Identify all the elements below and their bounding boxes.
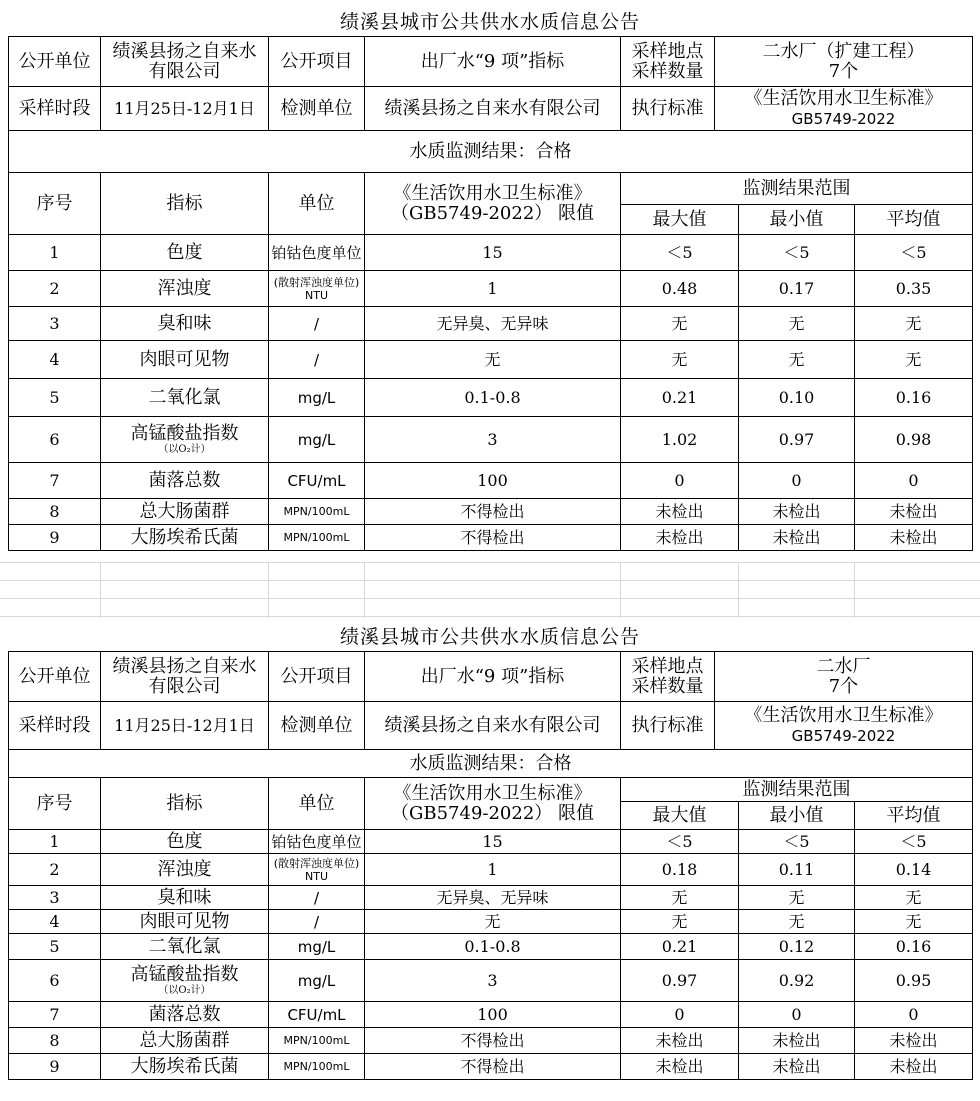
row-min: 未检出 [739, 499, 855, 525]
table-row [9, 1028, 973, 1054]
row-number: 9 [9, 1054, 101, 1080]
indicator-name: 二氧化氯 [148, 935, 221, 957]
row-limit: 无异臭、无异味 [365, 886, 621, 910]
row-avg: 0.14 [855, 854, 973, 886]
lab-label: 检测单位 [269, 702, 365, 750]
row-max: ＜5 [621, 830, 739, 854]
col-header-no: 序号 [9, 778, 101, 830]
row-limit: 1 [365, 854, 621, 886]
row-min: 0.10 [739, 379, 855, 417]
row-unit: (散射浑浊度单位) NTU [269, 854, 365, 886]
indicator-name: 总大肠菌群 [139, 1029, 230, 1051]
row-max: 无 [621, 886, 739, 910]
lab-value: 绩溪县扬之自来水有限公司 [365, 702, 621, 750]
sheet-gridline [364, 562, 365, 618]
item-label: 公开项目 [269, 652, 365, 702]
row-unit: CFU/mL [269, 463, 365, 499]
row-min: 0.17 [739, 271, 855, 307]
row-limit: 15 [365, 830, 621, 854]
period-value: 11月25日-12月1日 [101, 87, 269, 131]
row-indicator [101, 379, 269, 417]
publisher-value: 绩溪县扬之自来水 有限公司 [101, 37, 269, 87]
row-limit: 15 [365, 235, 621, 271]
table-row [9, 525, 973, 551]
row-number: 3 [9, 886, 101, 910]
row-number: 2 [9, 271, 101, 307]
row-max: 0.48 [621, 271, 739, 307]
row-max: 0 [621, 1002, 739, 1028]
table-row [9, 271, 973, 307]
row-max: 未检出 [621, 525, 739, 551]
indicator-name: 二氧化氯 [148, 386, 221, 408]
lab-label: 检测单位 [269, 87, 365, 131]
col-header-max: 最大值 [621, 802, 739, 830]
row-max: 0.97 [621, 960, 739, 1002]
row-indicator [101, 341, 269, 379]
row-unit: mg/L [269, 960, 365, 1002]
row-limit: 无 [365, 341, 621, 379]
lab-value: 绩溪县扬之自来水有限公司 [365, 87, 621, 131]
row-avg: 未检出 [855, 1028, 973, 1054]
row-limit: 不得检出 [365, 1028, 621, 1054]
row-min: ＜5 [739, 830, 855, 854]
row-avg: 0 [855, 463, 973, 499]
sheet-gridline [0, 598, 980, 599]
row-max: 无 [621, 910, 739, 934]
row-min: 0.97 [739, 417, 855, 463]
row-unit: CFU/mL [269, 1002, 365, 1028]
row-limit: 0.1-0.8 [365, 934, 621, 960]
row-min: 0 [739, 1002, 855, 1028]
col-header-range: 监测结果范围 [621, 173, 973, 205]
row-unit: 铂钴色度单位 [269, 235, 365, 271]
row-unit: (散射浑浊度单位) NTU [269, 271, 365, 307]
row-number: 7 [9, 463, 101, 499]
row-max: 未检出 [621, 1054, 739, 1080]
indicator-name: 色度 [166, 830, 203, 852]
row-avg: 0.16 [855, 379, 973, 417]
sheet-gridline [854, 562, 855, 618]
col-header-no: 序号 [9, 173, 101, 235]
indicator-name: 菌落总数 [148, 469, 221, 491]
col-header-range: 监测结果范围 [621, 778, 973, 802]
table-row [9, 379, 973, 417]
sampling-site-value: 二水厂 7个 [715, 652, 973, 702]
row-indicator [101, 910, 269, 934]
indicator-name: 浑浊度 [157, 858, 212, 880]
row-number: 4 [9, 341, 101, 379]
row-indicator [101, 1028, 269, 1054]
sheet-gridline [0, 616, 980, 617]
row-avg: ＜5 [855, 830, 973, 854]
row-limit: 不得检出 [365, 525, 621, 551]
indicator-name: 菌落总数 [148, 1003, 221, 1025]
row-avg: 0.35 [855, 271, 973, 307]
row-indicator [101, 235, 269, 271]
sheet-gridline [100, 562, 101, 618]
period-label: 采样时段 [9, 702, 101, 750]
indicator-name: 浑浊度 [157, 277, 212, 299]
row-min: 未检出 [739, 525, 855, 551]
row-number: 5 [9, 934, 101, 960]
row-number: 1 [9, 235, 101, 271]
row-limit: 不得检出 [365, 499, 621, 525]
indicator-name: 高锰酸盐指数 [130, 422, 239, 444]
row-limit: 1 [365, 271, 621, 307]
col-header-avg: 平均值 [855, 802, 973, 830]
col-header-limit: 《生活饮用水卫生标准》 （GB5749-2022） 限值 [365, 778, 621, 830]
row-avg: 0 [855, 1002, 973, 1028]
publisher-label: 公开单位 [9, 37, 101, 87]
row-max: ＜5 [621, 235, 739, 271]
col-header-min: 最小值 [739, 205, 855, 235]
row-limit: 不得检出 [365, 1054, 621, 1080]
row-indicator [101, 886, 269, 910]
table-row [9, 830, 973, 854]
row-number: 6 [9, 417, 101, 463]
indicator-name: 臭和味 [157, 312, 212, 334]
row-number: 2 [9, 854, 101, 886]
row-number: 5 [9, 379, 101, 417]
row-avg: 无 [855, 307, 973, 341]
row-max: 0.18 [621, 854, 739, 886]
row-max: 0.21 [621, 934, 739, 960]
row-avg: ＜5 [855, 235, 973, 271]
sampling-site-value: 二水厂（扩建工程） 7个 [715, 37, 973, 87]
sheet-gridline [0, 580, 980, 581]
row-unit: / [269, 910, 365, 934]
row-min: 0.11 [739, 854, 855, 886]
standard-value: 《生活饮用水卫生标准》 GB5749-2022 [715, 702, 973, 750]
row-max: 无 [621, 341, 739, 379]
row-indicator [101, 830, 269, 854]
row-unit: mg/L [269, 417, 365, 463]
row-unit: MPN/100mL [269, 525, 365, 551]
table-row [9, 463, 973, 499]
row-avg: 未检出 [855, 499, 973, 525]
row-min: ＜5 [739, 235, 855, 271]
row-avg: 无 [855, 341, 973, 379]
table-row [9, 934, 973, 960]
publisher-label: 公开单位 [9, 652, 101, 702]
item-value: 出厂水“9 项”指标 [365, 37, 621, 87]
standard-value: 《生活饮用水卫生标准》 GB5749-2022 [715, 87, 973, 131]
row-limit: 无 [365, 910, 621, 934]
row-limit: 100 [365, 463, 621, 499]
row-indicator [101, 499, 269, 525]
table-row [9, 910, 973, 934]
indicator-note: （以O₂计） [158, 443, 211, 455]
col-header-indicator: 指标 [101, 173, 269, 235]
row-indicator [101, 1054, 269, 1080]
row-avg: 无 [855, 910, 973, 934]
row-number: 8 [9, 499, 101, 525]
row-min: 0 [739, 463, 855, 499]
sheet-gridline [738, 562, 739, 618]
indicator-name: 大肠埃希氏菌 [130, 1055, 239, 1077]
table-row [9, 417, 973, 463]
row-unit: mg/L [269, 379, 365, 417]
row-indicator [101, 271, 269, 307]
report-title: 绩溪县城市公共供水水质信息公告 [339, 11, 640, 33]
indicator-note: （以O₂计） [158, 984, 211, 996]
col-header-max: 最大值 [621, 205, 739, 235]
sheet-gridline [620, 562, 621, 618]
sheet-gridline [268, 562, 269, 618]
row-min: 无 [739, 886, 855, 910]
table-row [9, 960, 973, 1002]
publisher-value: 绩溪县扬之自来水 有限公司 [101, 652, 269, 702]
item-value: 出厂水“9 项”指标 [365, 652, 621, 702]
row-limit: 0.1-0.8 [365, 379, 621, 417]
period-label: 采样时段 [9, 87, 101, 131]
row-unit: / [269, 341, 365, 379]
row-indicator [101, 1002, 269, 1028]
table-row [9, 886, 973, 910]
col-header-avg: 平均值 [855, 205, 973, 235]
row-unit: mg/L [269, 934, 365, 960]
col-header-unit: 单位 [269, 173, 365, 235]
row-avg: 未检出 [855, 525, 973, 551]
results-table [8, 777, 973, 1080]
row-max: 未检出 [621, 499, 739, 525]
row-limit: 3 [365, 417, 621, 463]
indicator-name: 肉眼可见物 [139, 910, 230, 932]
row-min: 未检出 [739, 1054, 855, 1080]
sheet-gridline [0, 562, 980, 563]
row-indicator [101, 463, 269, 499]
header-table [8, 651, 973, 778]
row-max: 1.02 [621, 417, 739, 463]
row-indicator [101, 934, 269, 960]
indicator-name: 色度 [166, 241, 203, 263]
row-avg: 无 [855, 886, 973, 910]
row-avg: 0.95 [855, 960, 973, 1002]
row-min: 未检出 [739, 1028, 855, 1054]
row-max: 0.21 [621, 379, 739, 417]
col-header-unit: 单位 [269, 778, 365, 830]
table-row [9, 499, 973, 525]
table-row [9, 235, 973, 271]
table-row [9, 341, 973, 379]
row-number: 6 [9, 960, 101, 1002]
standard-label: 执行标准 [621, 702, 715, 750]
table-row [9, 854, 973, 886]
row-max: 无 [621, 307, 739, 341]
indicator-name: 臭和味 [157, 886, 212, 908]
row-unit: MPN/100mL [269, 1028, 365, 1054]
row-unit: MPN/100mL [269, 499, 365, 525]
indicator-name: 总大肠菌群 [139, 500, 230, 522]
row-limit: 无异臭、无异味 [365, 307, 621, 341]
row-limit: 100 [365, 1002, 621, 1028]
header-table [8, 36, 973, 173]
row-indicator [101, 417, 269, 463]
row-avg: 0.98 [855, 417, 973, 463]
indicator-name: 高锰酸盐指数 [130, 963, 239, 985]
table-row [9, 1002, 973, 1028]
period-value: 11月25日-12月1日 [101, 702, 269, 750]
row-avg: 0.16 [855, 934, 973, 960]
row-min: 无 [739, 341, 855, 379]
table-row [9, 1054, 973, 1080]
row-min: 无 [739, 307, 855, 341]
result-banner: 水质监测结果：合格 [9, 131, 973, 173]
indicator-name: 大肠埃希氏菌 [130, 526, 239, 548]
row-min: 0.12 [739, 934, 855, 960]
row-number: 3 [9, 307, 101, 341]
row-unit: MPN/100mL [269, 1054, 365, 1080]
row-indicator [101, 960, 269, 1002]
row-unit: 铂钴色度单位 [269, 830, 365, 854]
row-avg: 未检出 [855, 1054, 973, 1080]
standard-label: 执行标准 [621, 87, 715, 131]
row-indicator [101, 525, 269, 551]
col-header-indicator: 指标 [101, 778, 269, 830]
row-number: 9 [9, 525, 101, 551]
col-header-min: 最小值 [739, 802, 855, 830]
results-table [8, 172, 973, 551]
item-label: 公开项目 [269, 37, 365, 87]
row-number: 8 [9, 1028, 101, 1054]
table-row [9, 307, 973, 341]
indicator-name: 肉眼可见物 [139, 348, 230, 370]
row-indicator [101, 307, 269, 341]
result-banner: 水质监测结果：合格 [9, 750, 973, 778]
row-number: 4 [9, 910, 101, 934]
row-number: 7 [9, 1002, 101, 1028]
row-number: 1 [9, 830, 101, 854]
sampling-site-label: 采样地点 采样数量 [621, 37, 715, 87]
sampling-site-label: 采样地点 采样数量 [621, 652, 715, 702]
row-max: 未检出 [621, 1028, 739, 1054]
report-title: 绩溪县城市公共供水水质信息公告 [339, 626, 640, 648]
row-min: 无 [739, 910, 855, 934]
row-limit: 3 [365, 960, 621, 1002]
row-min: 0.92 [739, 960, 855, 1002]
row-max: 0 [621, 463, 739, 499]
col-header-limit: 《生活饮用水卫生标准》 （GB5749-2022） 限值 [365, 173, 621, 235]
row-unit: / [269, 886, 365, 910]
row-unit: / [269, 307, 365, 341]
row-indicator [101, 854, 269, 886]
